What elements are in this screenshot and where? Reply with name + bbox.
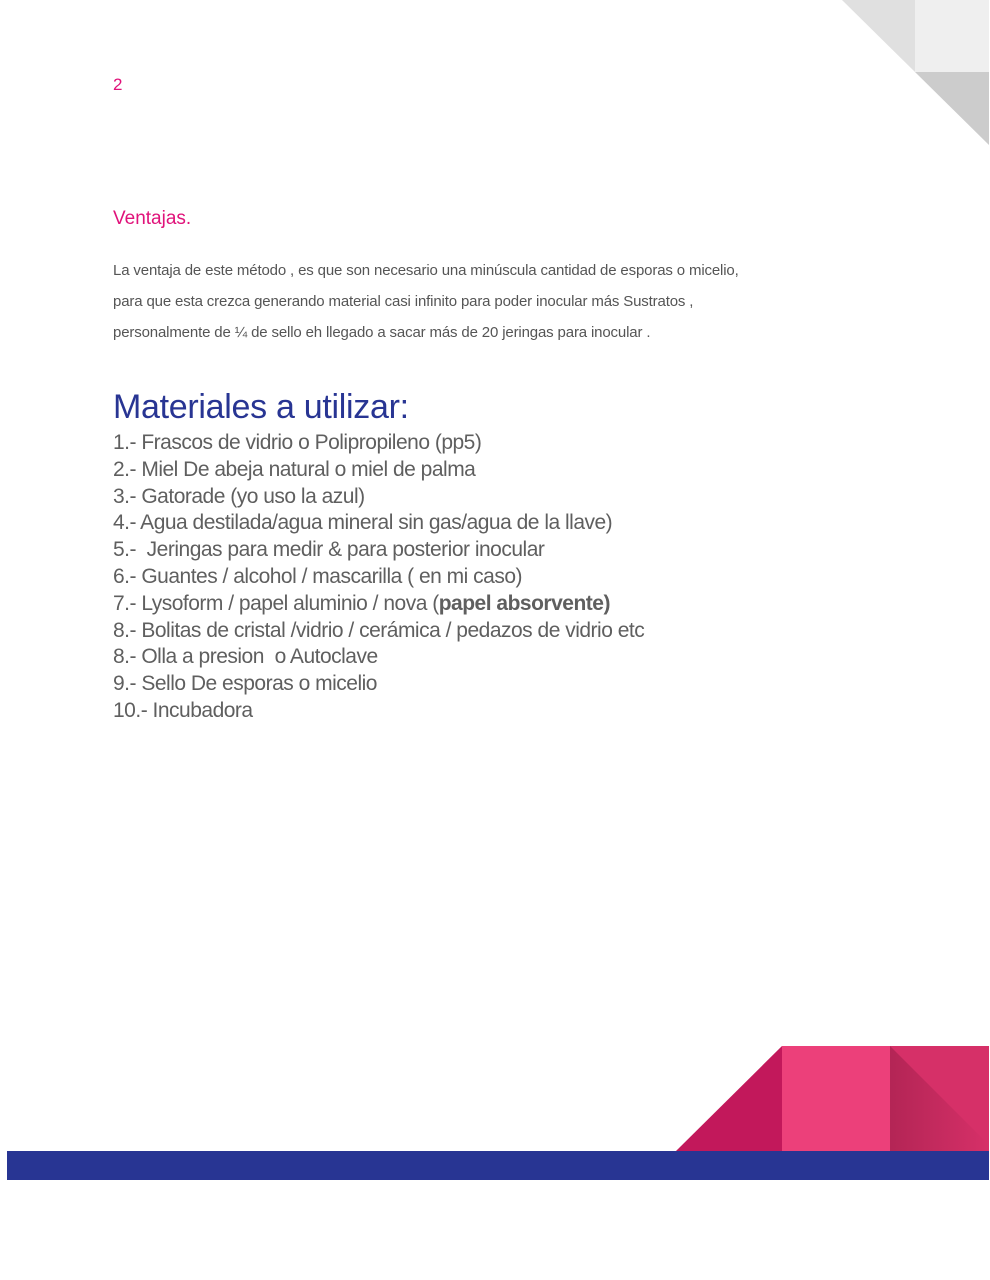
list-item: [113, 591, 644, 618]
list-item-text: 7.- Lysoform / papel aluminio / nova (: [113, 591, 439, 615]
ventajas-heading: Ventajas.: [113, 208, 192, 229]
list-item: 5.- Jeringas para medir & para posterior inocular: [113, 538, 545, 562]
list-item: 3.- Gatorade (yo uso la azul): [113, 484, 365, 508]
list-item: 10.- Incubadora: [113, 698, 253, 722]
paragraph-line: La ventaja de este método , es que son necesario una minúscula cantidad de esporas o micelio,: [113, 262, 739, 279]
footer-decoration: [0, 1040, 990, 1185]
list-item: 1.- Frascos de vidrio o Polipropileno (pp5): [113, 431, 482, 454]
footer-bar: [7, 1151, 989, 1180]
list-item: 9.- Sello De esporas o micelio: [113, 672, 377, 696]
footer-square: [782, 1046, 890, 1151]
materiales-list: [113, 430, 644, 725]
footer-triangle: [676, 1046, 782, 1151]
corner-square: [915, 0, 989, 72]
paragraph-line: para que esta crezca generando material casi infinito para poder inocular más Sustratos ,: [113, 293, 694, 310]
list-item-bold: papel absorvente): [438, 591, 610, 615]
corner-triangle-dark: [915, 72, 989, 145]
corner-triangle-light: [842, 0, 915, 72]
page-number: 2: [113, 75, 123, 94]
list-item: 8.- Bolitas de cristal /vidrio / cerámica / pedazos de vidrio etc: [113, 618, 645, 642]
ventajas-paragraph: [113, 255, 913, 348]
corner-decoration-top: [0, 0, 990, 160]
list-item: 4.- Agua destilada/agua mineral sin gas/agua de la llave): [113, 511, 613, 535]
list-item: 2.- Miel De abeja natural o miel de palma: [113, 457, 476, 481]
list-item: 8.- Olla a presion o Autoclave: [113, 645, 378, 669]
paragraph-line: personalmente de ¼ de sello eh llegado a sacar más de 20 jeringas para inocular .: [113, 324, 651, 341]
list-item: 6.- Guantes / alcohol / mascarilla ( en mi caso): [113, 564, 523, 588]
materiales-heading: Materiales a utilizar:: [113, 388, 409, 426]
